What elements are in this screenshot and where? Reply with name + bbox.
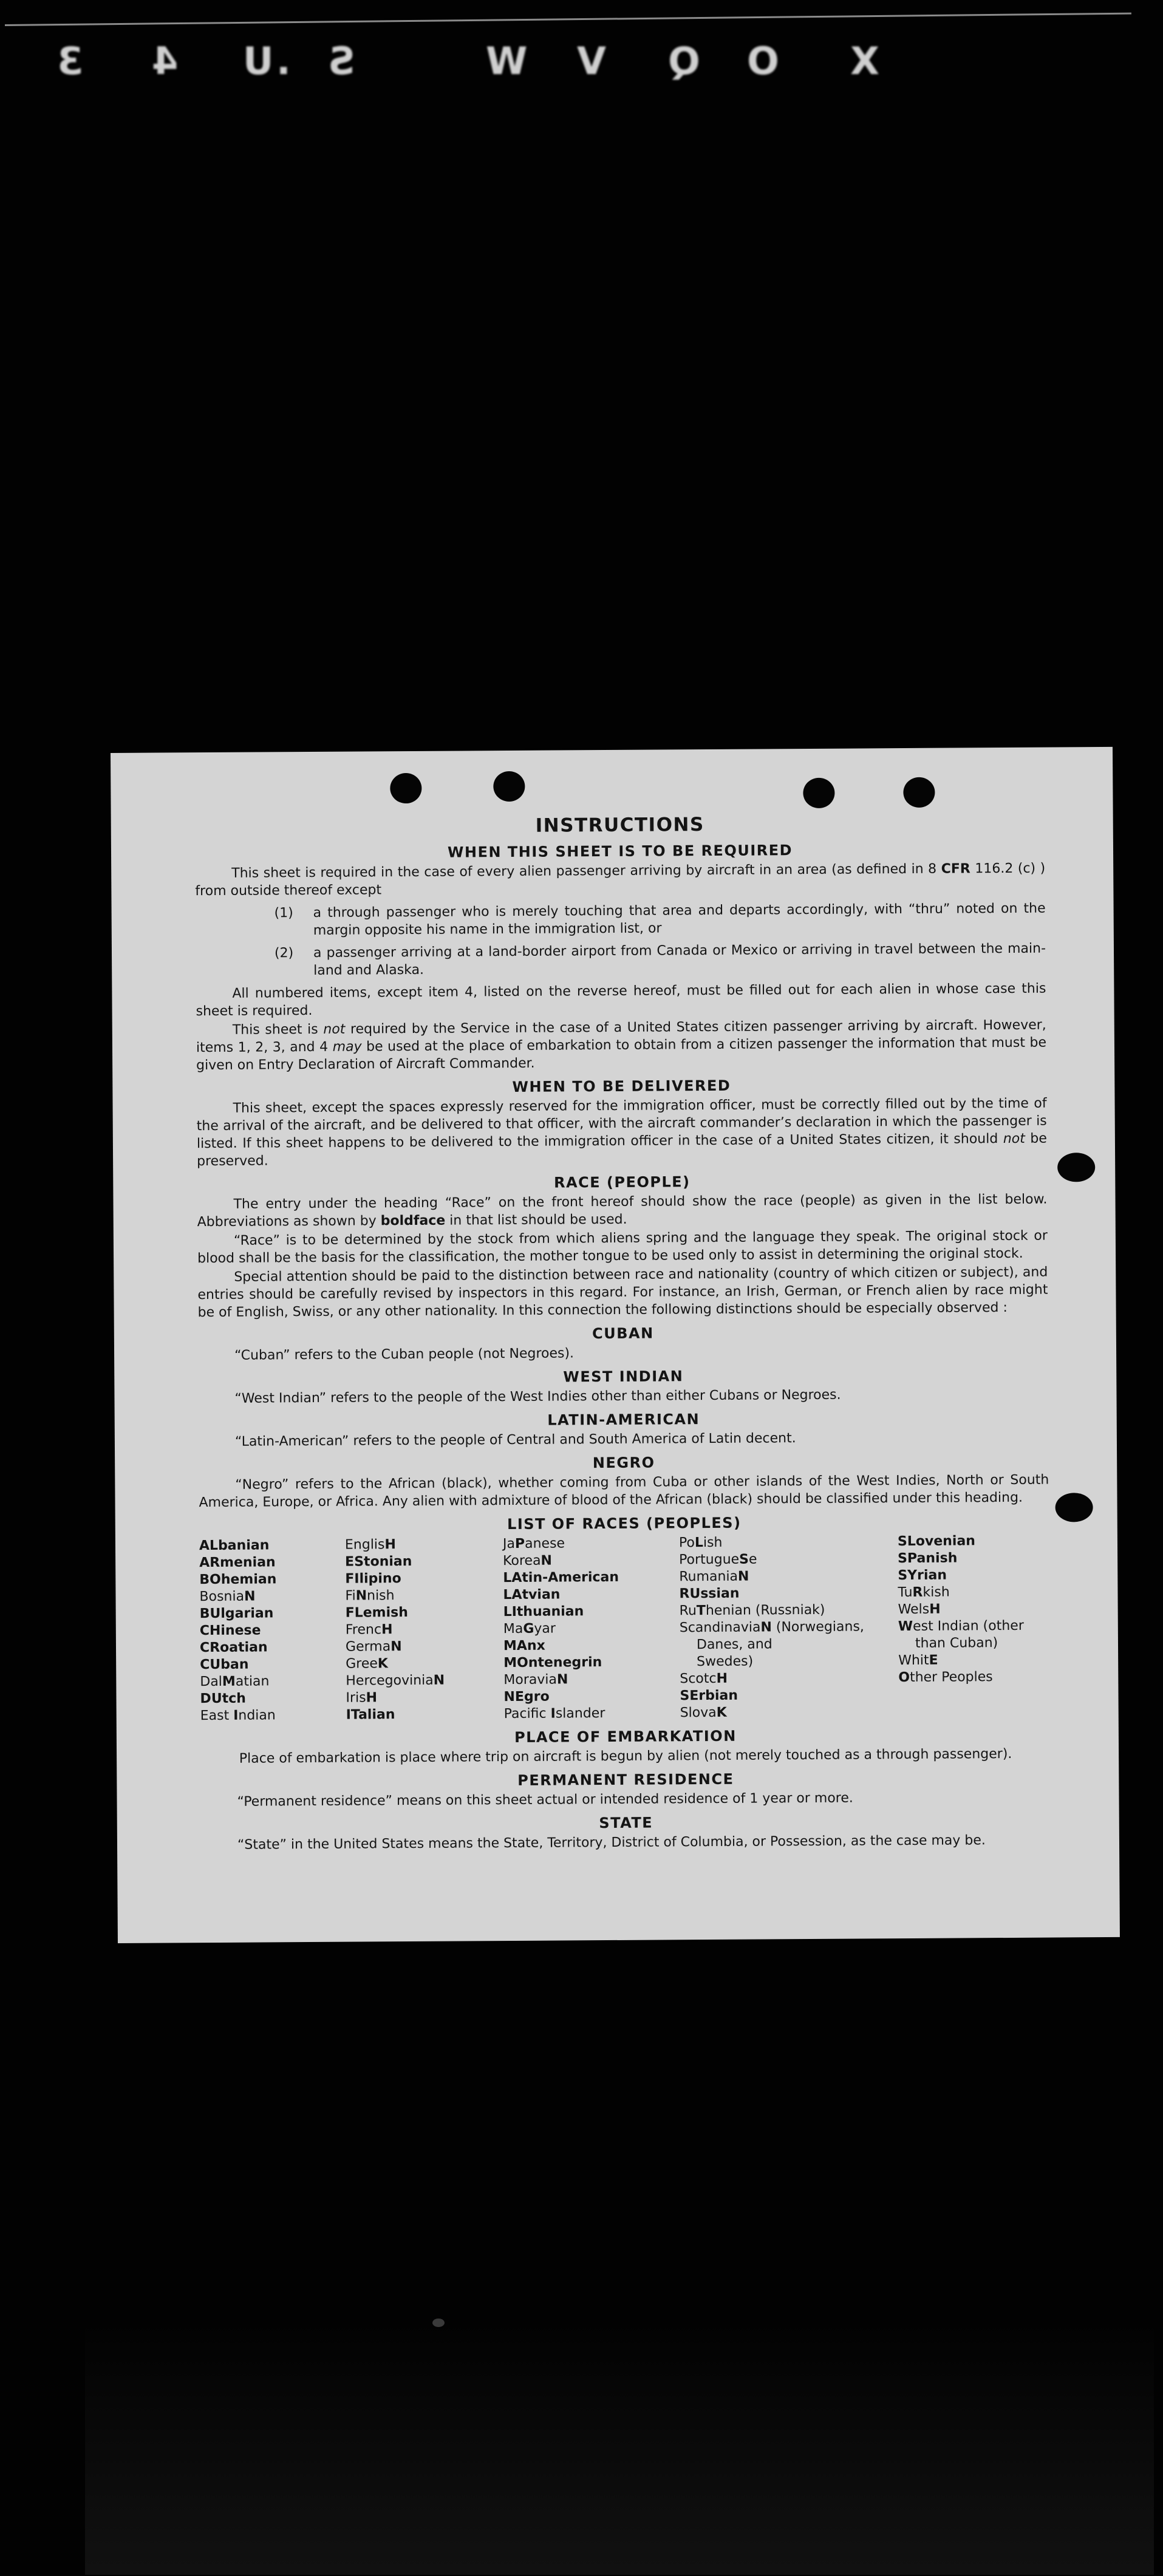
- race-entry: SYrian: [898, 1567, 947, 1584]
- frame-mark: V: [577, 39, 606, 83]
- race-entry: ScotcH: [680, 1671, 728, 1687]
- section-heading-west-indian: WEST INDIAN: [563, 1368, 684, 1386]
- section-heading-embarkation: PLACE OF EMBARKATION: [514, 1727, 737, 1746]
- paragraph: All numbered items, except item 4, listed on the reverse hereof, must be filled out for each alien in whose case this sheet is required.: [196, 981, 1046, 1020]
- race-entry: HercegoviniaN: [346, 1672, 445, 1689]
- race-entry: West Indian (other: [898, 1618, 1024, 1635]
- paragraph: This sheet, except the spaces expressly reserved for the immigration officer, must be correctly filled out by the time of the arrival of the aircraft, and be delivered to that officer, with the aircraft commander’s declaration in which the passenger is listed. If this sheet happens to be delivered to the immigration officer in the case of a United States citizen, it should not be preserved.: [196, 1095, 1047, 1170]
- punch-hole: [1057, 1153, 1095, 1182]
- paragraph: “West Indian” refers to the people of the West Indies other than either Cubans or Negroes.: [234, 1387, 841, 1406]
- race-entry: RuThenian (Russniak): [679, 1602, 825, 1619]
- paragraph: “Race” is to be determined by the stock from which aliens spring and the language they speak. The original stock or blood shall be the basis for the classification, the mother tongue to be used only to assist in determining the original stock.: [197, 1228, 1048, 1267]
- section-heading-race: RACE (PEOPLE): [553, 1173, 691, 1191]
- paragraph: “Negro” refers to the African (black), whether coming from Cuba or other islands of the West Indies, North or South America, Europe, or Africa. Any alien with admixture of blood of the African (black) should be classified under this heading.: [199, 1472, 1049, 1511]
- race-entry: TuRkish: [898, 1584, 950, 1601]
- race-entry: SLovenian: [897, 1533, 975, 1550]
- race-entry: WelsH: [898, 1601, 941, 1618]
- race-entry: East Indian: [200, 1708, 276, 1724]
- race-entry: PoLish: [678, 1535, 723, 1551]
- race-entry: WhitE: [898, 1652, 938, 1669]
- race-entry: SPanish: [898, 1550, 958, 1567]
- exception-item: (1) a through passenger who is merely touching that area and departs accordingly, with “thru” noted on the margin opposite his name in the immigration list, or: [274, 901, 1046, 938]
- instructions-content: [195, 814, 1051, 1856]
- race-entry: DUtch: [200, 1691, 246, 1707]
- paragraph: This sheet is required in the case of every alien passenger arriving by aircraft in an area (as defined in 8 CFR 116.2 (c) ) from outside thereof except: [195, 860, 1046, 899]
- paragraph: “State” in the United States means the State, Territory, District of Columbia, or Possession, as the case may be.: [237, 1833, 986, 1853]
- race-entry: GreeK: [346, 1656, 388, 1672]
- race-entry: BOhemian: [199, 1572, 277, 1588]
- film-edge-line: [5, 13, 1131, 26]
- frame-mark: S: [328, 39, 355, 83]
- race-entry: Danes, and: [679, 1637, 772, 1653]
- race-entry: ScandinaviaN (Norwegians,: [679, 1619, 864, 1636]
- race-entry: FrencH: [345, 1622, 393, 1638]
- frame-mark: 3: [57, 39, 84, 83]
- race-entry: FLemish: [345, 1605, 408, 1621]
- paragraph: “Cuban” refers to the Cuban people (not Negroes).: [234, 1346, 575, 1363]
- race-entry: GermaN: [345, 1639, 402, 1655]
- race-entry: MAnx: [503, 1638, 545, 1654]
- race-entry: FIlipino: [345, 1571, 401, 1587]
- race-column: [345, 1536, 498, 1724]
- race-entry: CRoatian: [199, 1640, 268, 1656]
- film-grain-area: [85, 2320, 1154, 2575]
- section-heading-negro: NEGRO: [592, 1454, 655, 1472]
- section-heading-when-delivered: WHEN TO BE DELIVERED: [512, 1077, 731, 1095]
- section-heading-permanent-residence: PERMANENT RESIDENCE: [517, 1770, 734, 1789]
- race-entry: ITalian: [346, 1707, 395, 1723]
- race-entry: RUssian: [679, 1586, 740, 1602]
- section-heading-list-of-races: LIST OF RACES (PEOPLES): [506, 1514, 742, 1533]
- instruction-sheet: [111, 747, 1120, 1943]
- race-entry: Pacific Islander: [503, 1706, 605, 1722]
- race-entry: RumaniaN: [679, 1569, 749, 1585]
- paragraph: Special attention should be paid to the distinction between race and nationality (country of which citizen or subject), and entries should be carefully revised by inspectors in this regard. For instance, an Irish, German, or French alien by race might be of English, Swiss, or any other nationality. In this connection the following distinctions should be especially observed :: [197, 1264, 1048, 1321]
- punch-hole: [493, 771, 525, 802]
- race-column: [199, 1537, 340, 1725]
- punch-hole: [1055, 1493, 1093, 1522]
- race-entry: BosniaN: [199, 1589, 256, 1605]
- exception-item: (2) a passenger arriving at a land-border airport from Canada or Mexico or arriving in travel between the main-land and Alaska.: [274, 941, 1046, 978]
- paragraph: This sheet is not required by the Service in the case of a United States citizen passenger arriving by aircraft. However, items 1, 2, 3, and 4 may be used at the place of embarkation to obtain from a citizen passenger the information that must be given on Entry Declaration of Aircraft Commander.: [196, 1017, 1047, 1074]
- race-list: [199, 1533, 1051, 1725]
- race-entry: BUlgarian: [199, 1606, 274, 1622]
- race-entry: KoreaN: [503, 1553, 553, 1569]
- race-column: [679, 1533, 893, 1722]
- race-entry: LAtin-American: [503, 1569, 619, 1586]
- race-entry: MaGyar: [503, 1621, 556, 1637]
- section-heading-when-required: WHEN THIS SHEET IS TO BE REQUIRED: [447, 842, 793, 861]
- frame-mark: U: [243, 39, 274, 83]
- frame-mark: Q: [668, 39, 700, 83]
- race-column: [898, 1533, 1051, 1721]
- race-entry: IrisH: [346, 1690, 378, 1706]
- race-entry: SErbian: [680, 1688, 738, 1704]
- race-column: [503, 1535, 674, 1723]
- race-entry: DalMatian: [200, 1674, 270, 1690]
- race-entry: MoraviaN: [503, 1672, 568, 1688]
- race-entry: ALbanian: [199, 1538, 270, 1554]
- frame-mark: .: [276, 39, 291, 83]
- frame-mark: 4: [152, 39, 179, 83]
- race-entry: JaPanese: [502, 1536, 565, 1552]
- frame-mark: X: [850, 39, 879, 83]
- race-entry: ARmenian: [199, 1555, 276, 1571]
- race-entry: Swedes): [680, 1654, 754, 1670]
- race-entry: FiNnish: [345, 1588, 395, 1604]
- race-entry: EnglisH: [344, 1537, 396, 1553]
- paragraph: “Latin-American” refers to the people of Central and South America of Latin decent.: [234, 1431, 796, 1450]
- frame-mark: O: [747, 39, 779, 83]
- punch-hole: [803, 778, 834, 808]
- frame-mark: W: [486, 39, 528, 83]
- race-entry: MOntenegrin: [503, 1655, 602, 1671]
- paragraph: Place of embarkation is place where trip on aircraft is begun by alien (not merely touched as a through passenger).: [239, 1746, 1012, 1767]
- section-heading-latin-american: LATIN-AMERICAN: [547, 1411, 700, 1429]
- section-heading-state: STATE: [599, 1814, 653, 1832]
- race-entry: LAtvian: [503, 1587, 561, 1603]
- race-entry: EStonian: [345, 1553, 412, 1570]
- document-title: INSTRUCTIONS: [535, 814, 704, 837]
- paragraph: The entry under the heading “Race” on the front hereof should show the race (people) as given in the list below. Abbreviations as shown by boldface in that list should be used.: [197, 1191, 1048, 1230]
- race-entry: CUban: [200, 1657, 249, 1673]
- punch-hole: [390, 773, 421, 803]
- race-entry: Other Peoples: [898, 1669, 993, 1686]
- race-entry: PortugueSe: [679, 1552, 757, 1568]
- punch-hole: [903, 777, 935, 808]
- paragraph: “Permanent residence” means on this sheet actual or intended residence of 1 year or more.: [237, 1790, 853, 1810]
- race-entry: CHinese: [199, 1623, 261, 1639]
- section-heading-cuban: CUBAN: [592, 1324, 654, 1343]
- race-entry: NEgro: [503, 1689, 550, 1705]
- race-entry: than Cuban): [898, 1635, 998, 1652]
- race-entry: LIthuanian: [503, 1604, 584, 1620]
- race-entry: SlovaK: [680, 1705, 727, 1721]
- film-frame-markings: [49, 39, 899, 106]
